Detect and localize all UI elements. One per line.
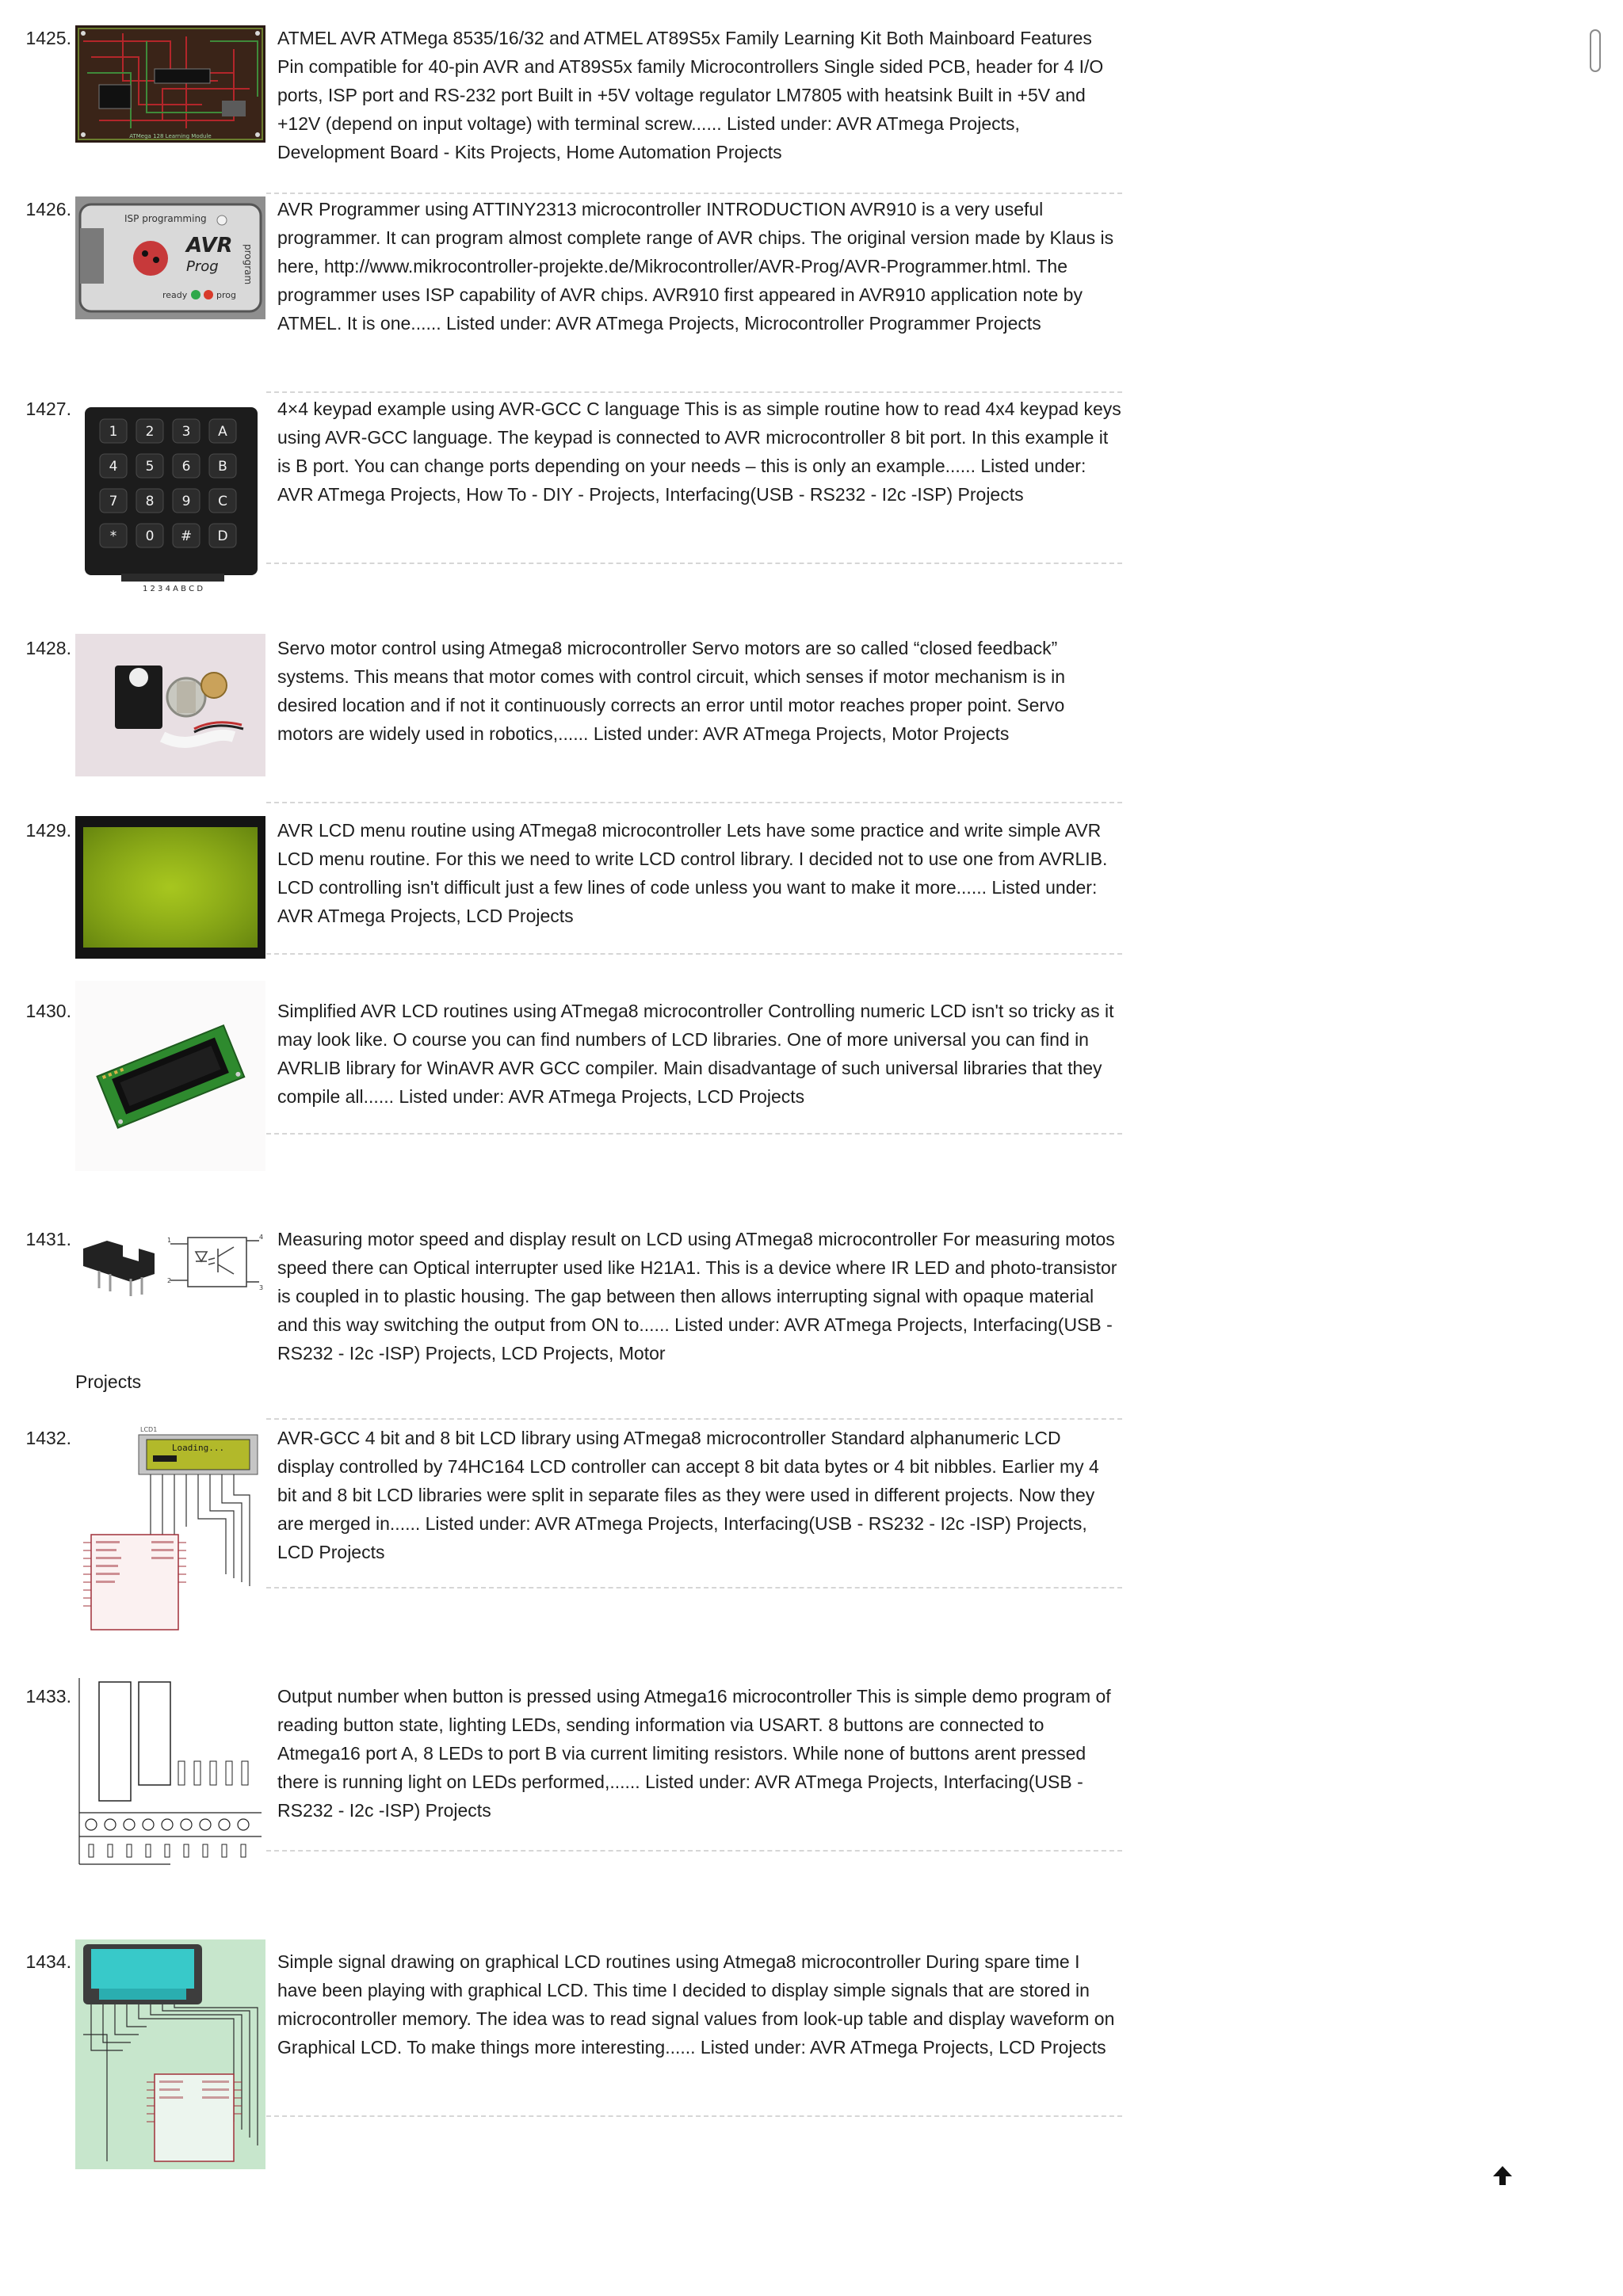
item-thumbnail-optical-interrupter[interactable] <box>75 1225 265 1304</box>
keypad-key <box>173 419 200 443</box>
item-separator <box>266 391 1122 393</box>
list-item <box>0 816 1125 974</box>
item-number: 1430. <box>25 1001 71 1021</box>
item-number: 1431. <box>25 1229 71 1249</box>
svg-text:4: 4 <box>109 459 118 475</box>
list-item <box>0 634 1125 808</box>
item-number: 1434. <box>25 1951 71 1972</box>
pcb-board-image <box>75 25 265 143</box>
svg-text:#: # <box>180 528 193 544</box>
item-thumbnail-programmer[interactable] <box>75 196 265 319</box>
item-number: 1429. <box>25 820 71 841</box>
keypad-key <box>209 419 236 443</box>
list-item <box>0 195 1125 393</box>
svg-text:*: * <box>109 528 117 544</box>
svg-text:3: 3 <box>181 424 191 440</box>
lcd-library-schematic <box>75 1424 265 1638</box>
svg-text:5: 5 <box>145 459 155 475</box>
scroll-to-top-button[interactable] <box>1488 2161 1517 2190</box>
item-description: Simplified AVR LCD routines using ATmega8 microcontroller Controlling numeric LCD isn't so tricky as it may look like. O course you can find numbers of LCD libraries. One of more universal you can find in AVRLIB library for WinAVR AVR GCC compiler. Main disadvantage of such universal libraries that they compile all...... Listed under: AVR ATmega Projects, LCD Projects <box>277 1001 1114 1107</box>
list-item <box>0 395 1125 608</box>
list-item <box>0 1682 1125 1904</box>
programmer-label-side: program <box>242 244 254 285</box>
keypad-key <box>209 524 236 547</box>
item-description: AVR-GCC 4 bit and 8 bit LCD library using ATmega8 microcontroller Standard alphanumeric LCD display controlled by 74HC164 LCD controller can accept 8 bit data bytes or 4 bit nibbles. Earlier my 4 bit and 8 bit LCD libraries were split in separate files as they were used in different projects. Now they are merged in...... Listed under: AVR ATmega Projects, Interfacing(USB - RS232 - I2c -ISP) Projects, LCD Projects <box>277 1428 1099 1562</box>
item-separator <box>266 953 1122 955</box>
item-description: Measuring motor speed and display result on LCD using ATmega8 microcontroller For measuring motos speed there can Optical interrupter used like H21A1. This is a device where IR LED and photo-transistor is coupled in to plastic housing. The gap between then allows interrupting signal with opaque material and this way switching the output from ON to...... Listed under: AVR ATmega Projects, Interfacing(USB - RS232 - I2c -ISP) Projects, LCD Projects, Motor <box>277 1229 1117 1363</box>
svg-text:8: 8 <box>145 494 155 509</box>
optical-interrupter-image <box>75 1225 265 1304</box>
item-separator <box>266 563 1122 564</box>
pcb-caption: ATMega 128 Learning Module <box>129 133 212 139</box>
programmer-label-top: ISP programming <box>124 213 207 224</box>
svg-text:1: 1 <box>109 424 118 440</box>
keypad-key <box>100 419 127 443</box>
keypad-key <box>100 454 127 478</box>
keypad-key <box>209 454 236 478</box>
item-thumbnail-pcb[interactable] <box>75 25 265 143</box>
list-item <box>0 24 1125 194</box>
item-number: 1427. <box>25 399 71 419</box>
item-thumbnail-numeric-lcd[interactable] <box>75 981 265 1171</box>
character-lcd-image <box>75 981 265 1171</box>
keypad-key <box>100 489 127 513</box>
pin-label: 3 <box>259 1284 264 1291</box>
item-description-overflow: Projects <box>75 1371 142 1392</box>
item-separator <box>266 2115 1122 2117</box>
keypad-key <box>173 489 200 513</box>
item-number: 1426. <box>25 199 71 219</box>
svg-text:C: C <box>218 494 227 509</box>
scrollbar-thumb[interactable] <box>1590 29 1601 72</box>
keypad-key <box>136 419 163 443</box>
svg-text:D: D <box>217 528 228 544</box>
list-item <box>0 1225 1125 1423</box>
item-thumbnail-lcd-menu[interactable] <box>75 816 265 959</box>
lcd-screen-image <box>75 816 265 959</box>
keypad-connector-label: 1 2 3 4 A B C D <box>142 585 204 593</box>
item-separator <box>266 193 1122 194</box>
programmer-label-prog: prog <box>216 290 236 300</box>
item-description: AVR LCD menu routine using ATmega8 microcontroller Lets have some practice and write simple AVR LCD menu routine. For this we need to write LCD control library. I decided not to use one from AVRLIB. LCD controlling isn't difficult just a few lines of code unless you want to make it more...... Listed under: AVR ATmega Projects, LCD Projects <box>277 820 1108 926</box>
item-description: 4×4 keypad example using AVR-GCC C language This is as simple routine how to read 4x4 keypad keys using AVR-GCC language. The keypad is connected to AVR microcontroller 8 bit port. In this example it is B port. You can change ports depending on your needs – this is only an example...... Listed under: AVR ATmega Projects, How To - DIY - Projects, Interfacing(USB - RS232 - I2c -ISP) Projects <box>277 399 1121 505</box>
keypad-key <box>136 489 163 513</box>
keypad-key <box>100 524 127 547</box>
schematic-lcd-text: Loading... <box>171 1443 225 1453</box>
keypad-image <box>75 404 265 594</box>
keypad-key <box>209 489 236 513</box>
svg-text:B: B <box>218 459 227 475</box>
item-separator <box>266 1587 1122 1589</box>
svg-text:9: 9 <box>181 494 191 509</box>
item-number: 1428. <box>25 638 71 658</box>
item-thumbnail-graphical-lcd[interactable] <box>75 1939 265 2169</box>
svg-text:2: 2 <box>145 424 155 440</box>
item-number: 1433. <box>25 1686 71 1707</box>
item-number: 1425. <box>25 28 71 48</box>
programmer-label-ready: ready <box>162 290 188 300</box>
item-description: ATMEL AVR ATMega 8535/16/32 and ATMEL AT89S5x Family Learning Kit Both Mainboard Features Pin compatible for 40-pin AVR and AT89S5x family Microcontrollers Single sided PCB, header for 4 I/O ports, ISP port and RS-232 port Built in +5V voltage regulator LM7805 with heatsink Built in +5V and +12V (depend on input voltage) with terminal screw...... Listed under: AVR ATmega Projects, Development Board - Kits Projects, Home Automation Projects <box>277 28 1104 162</box>
svg-text:7: 7 <box>109 494 118 509</box>
item-thumbnail-lcd-library[interactable] <box>75 1424 265 1638</box>
item-description: AVR Programmer using ATTINY2313 microcontroller INTRODUCTION AVR910 is a very useful programmer. It can program almost complete range of AVR chips. The original version made by Klaus is here, http://www.mikrocontroller-projekte.de/Mikrocontroller/AVR-Prog/AVR-Programmer.html. The programmer uses ISP capability of AVR chips. AVR910 first appeared in AVR910 application note by ATMEL. It is one...... Listed under: AVR ATmega Projects, Microcontroller Programmer Projects <box>277 199 1114 334</box>
pin-label: 1 <box>167 1237 172 1244</box>
programmer-label-sub: Prog <box>186 258 219 275</box>
item-thumbnail-button-leds[interactable] <box>75 1674 265 1896</box>
pin-label: 2 <box>167 1277 172 1284</box>
item-separator <box>266 1418 1122 1420</box>
schematic-lcd-label: LCD1 <box>140 1426 158 1433</box>
avr-programmer-image <box>75 196 265 319</box>
list-item <box>0 997 1125 1187</box>
item-number: 1432. <box>25 1428 71 1448</box>
keypad-key <box>136 454 163 478</box>
arrow-up-icon <box>1492 2164 1513 2187</box>
graphical-lcd-schematic <box>75 1939 265 2169</box>
keypad-key <box>136 524 163 547</box>
list-item <box>0 1947 1125 2185</box>
buttons-leds-schematic <box>75 1674 265 1896</box>
item-description: Servo motor control using Atmega8 microcontroller Servo motors are so called “closed feedback” systems. This means that motor comes with control circuit, which senses if motor mechanism is in desired location and if not it continuously corrects an error until motor reaches proper point. Servo motors are widely used in robotics,...... Listed under: AVR ATmega Projects, Motor Projects <box>277 638 1066 744</box>
svg-text:A: A <box>218 424 227 440</box>
item-description: Simple signal drawing on graphical LCD routines using Atmega8 microcontroller During spare time I have been playing with graphical LCD. This time I decided to display simple signals that are stored in microcontroller memory. The idea was to read signal values from look-up table and display waveform on Graphical LCD. To make things more interesting...... Listed under: AVR ATmega Projects, LCD Projects <box>277 1951 1115 2058</box>
keypad-key <box>173 454 200 478</box>
item-separator <box>266 802 1122 803</box>
svg-text:6: 6 <box>181 459 191 475</box>
keypad-key <box>173 524 200 547</box>
item-description: Output number when button is pressed using Atmega16 microcontroller This is simple demo program of reading button state, lighting LEDs, sending information via USART. 8 buttons are connected to Atmega16 port A, 8 LEDs to port B via current limiting resistors. While none of buttons arent pressed there is running light on LEDs performed,...... Listed under: AVR ATmega Projects, Interfacing(USB - RS232 - I2c -ISP) Projects <box>277 1686 1111 1821</box>
servo-motor-image <box>75 634 265 776</box>
programmer-label-main: AVR <box>186 234 233 257</box>
svg-text:0: 0 <box>145 528 155 544</box>
item-thumbnail-servo[interactable] <box>75 634 265 776</box>
item-thumbnail-keypad[interactable] <box>75 404 265 594</box>
item-separator <box>266 1133 1122 1135</box>
list-item <box>0 1424 1125 1638</box>
item-separator <box>266 1850 1122 1852</box>
pin-label: 4 <box>259 1234 264 1241</box>
